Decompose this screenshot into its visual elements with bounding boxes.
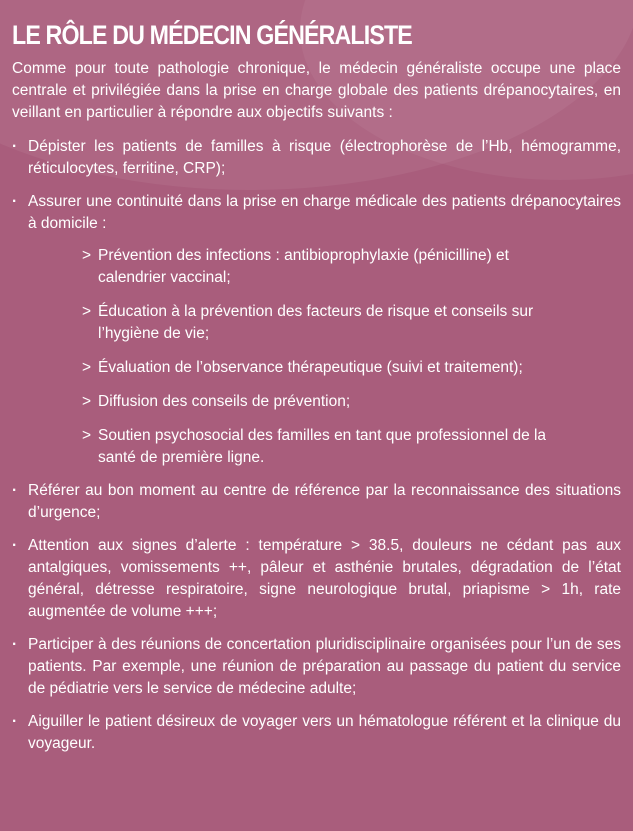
- list-item-text: Assurer une continuité dans la prise en charge médicale des patients drépanocytaires à domicile :: [28, 193, 621, 232]
- sublist-item: > Soutien psychosocial des familles en tant que professionnel de la santé de première ligne.: [82, 425, 558, 469]
- intro-paragraph: Comme pour toute pathologie chronique, le médecin généraliste occupe une place centrale et privilégiée dans la prise en charge globale des patients drépanocytaires, en veillant en particulier à répondre aux objectifs suivants :: [12, 60, 621, 121]
- list-item: [12, 136, 621, 180]
- home-care-sublist: [28, 245, 621, 469]
- sublist-item: > Diffusion des conseils de prévention;: [82, 391, 621, 413]
- sublist-item: > Éducation à la prévention des facteurs de risque et conseils sur l’hygiène de vie;: [82, 301, 558, 345]
- list-item: [12, 535, 621, 623]
- list-item-text: Aiguiller le patient désireux de voyager vers un hématologue référent et la clinique du voyageur.: [28, 713, 621, 752]
- document-content: [12, 18, 621, 766]
- page-title: LE RÔLE DU MÉDECIN GÉNÉRALISTE: [12, 20, 412, 50]
- list-item-text: Attention aux signes d’alerte : température > 38.5, douleurs ne cédant pas aux antalgiques, vomissements ++, pâleur et asthénie brutales, dégradation de l’état général, détresse respiratoire, signe neurologique brutal, priapisme > 1h, rate augmentée de volume +++;: [28, 537, 621, 620]
- sublist-item: > Prévention des infections : antibioprophylaxie (pénicilline) et calendrier vaccinal;: [82, 245, 538, 289]
- list-item: [12, 634, 621, 700]
- list-item: [12, 480, 621, 524]
- list-item: [12, 191, 621, 469]
- list-item: [12, 711, 621, 755]
- list-item-text: Dépister les patients de familles à risque (électrophorèse de l’Hb, hémogramme, réticulocytes, ferritine, CRP);: [28, 138, 621, 177]
- list-item-text: Référer au bon moment au centre de référence par la reconnaissance des situations d’urgence;: [28, 482, 621, 521]
- sublist-item: > Évaluation de l’observance thérapeutique (suivi et traitement);: [82, 357, 621, 379]
- objectives-list: [12, 136, 621, 755]
- list-item-text: Participer à des réunions de concertation pluridisciplinaire organisées pour l’un de ses patients. Par exemple, une réunion de préparation au passage du patient du service de pédiatrie vers le service de médecine adulte;: [28, 636, 621, 697]
